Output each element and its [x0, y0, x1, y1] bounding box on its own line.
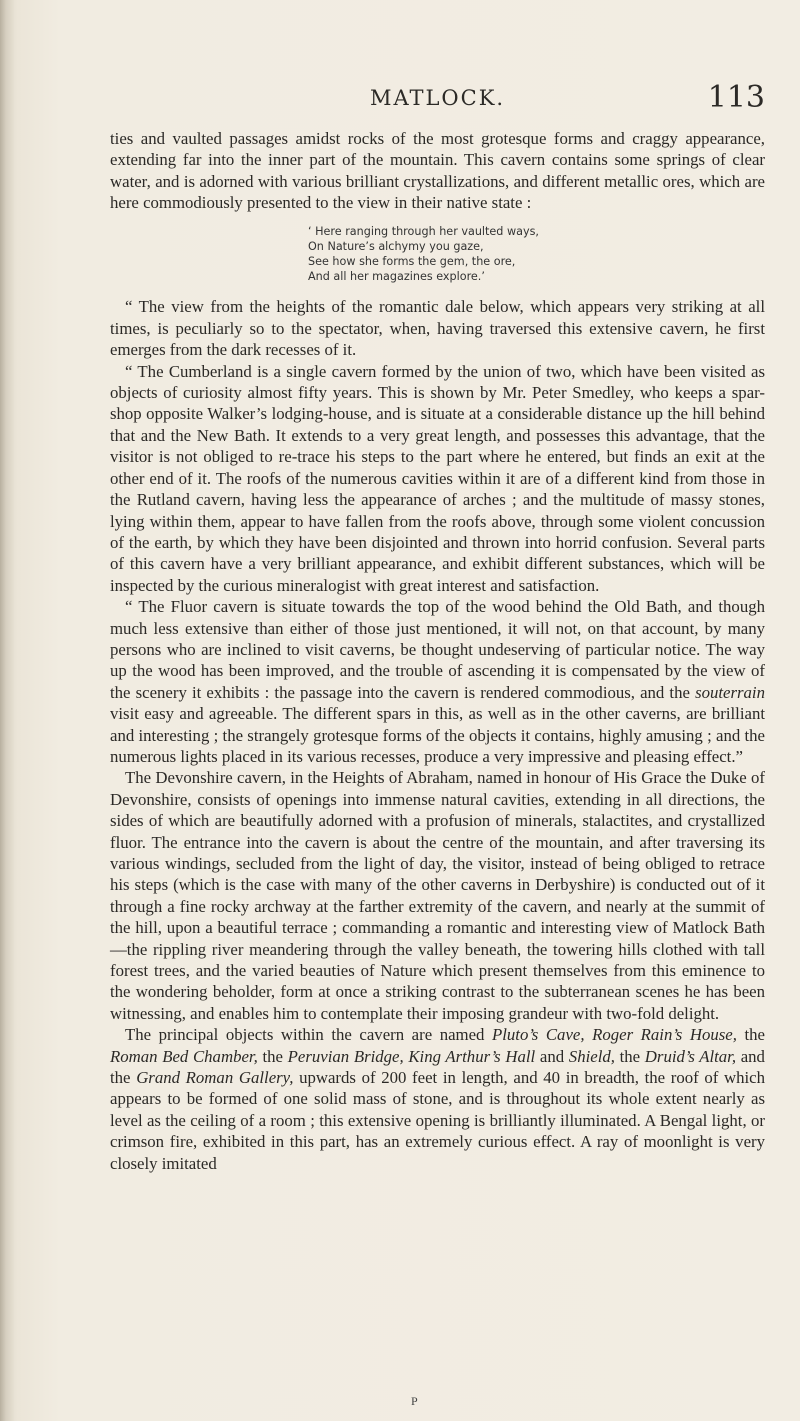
p6-italic: Shield,	[568, 1046, 615, 1066]
p6-italic: Roman Bed Chamber,	[110, 1046, 258, 1066]
p6-text: the	[262, 1046, 283, 1066]
page-gutter-shadow	[0, 0, 14, 1421]
p6-italic: Pluto’s Cave, Roger Rain’s House,	[492, 1025, 737, 1045]
running-head: MATLOCK.	[369, 86, 506, 110]
p4-text-b: visit easy and agreeable. The different spars in this, as well as in the other caverns, are brilliant and interesting ; the strangely grotesque forms of the objects it contains, highly amusing ; and the numerous lights placed in its various recesses, produce a very impressive and pleasing effect.”	[110, 704, 765, 766]
paragraph-3: “ The Cumberland is a single cavern formed by the union of two, which have been visited as objects of curiosity almost fifty years. This is shown by Mr. Peter Smedley, who keeps a spar-shop opposite Walker’s lodging-house, and is situate at a considerable distance up the hill behind that and the New Bath. It extends to a very great length, and possesses this advantage, that the visitor is not obliged to re-trace his steps to the part where he entered, but finds an exit at the other end of it. The roofs of the numerous cavities within it are of a different kind from those in the Rutland cavern, having less the appearance of arches ; and the multitude of massy stones, lying within them, appear to have fallen from the roofs above, through some violent concussion of the earth, by which they have been disjointed and thrown into horrid confusion. Several parts of this cavern have a very brilliant appearance, and exhibit different substances, which will be inspected by the curious mineralogist with great interest and satisfaction.	[110, 361, 765, 595]
paragraph-5: The Devonshire cavern, in the Heights of Abraham, named in honour of His Grace the Duke of Devonshire, consists of openings into immense natural cavities, extending in all directions, the sides of which are beautifully adorned with a profusion of minerals, stalactites, and crystallized fluor. The entrance into the cavern is about the centre of the mountain, and after traversing its various windings, secluded from the light of day, the visitor, instead of being obliged to retrace his steps (which is the case with many of the other caverns in Derbyshire) is conducted out of it through a fine rocky archway at the farther extremity of the cavern, and nearly at the summit of the hill, upon a beautiful terrace ; commanding a romantic and interesting view of Matlock Bath—the rippling river meandering through the valley beneath, the towering hills clothed with tall forest trees, and the varied beauties of Nature which present themselves from this eminence to the wondering beholder, form at once a striking contrast to the subterranean scenes he has been witnessing, and enables him to contemplate their imposing grandeur with two-fold delight.	[110, 768, 765, 1023]
verse-line: ‘ Here ranging through her vaulted ways,	[308, 224, 539, 238]
paragraph-6	[110, 1024, 765, 1174]
p6-italic: Druid’s Altar,	[644, 1046, 737, 1066]
paragraph-4	[110, 596, 765, 767]
p6-text: and	[539, 1046, 565, 1066]
page-body	[110, 128, 765, 1174]
verse-line: On Nature’s alchymy you gaze,	[308, 239, 484, 253]
p6-italic: Grand Roman Gallery,	[136, 1068, 294, 1088]
verse-quotation	[308, 224, 765, 285]
page-number: 113	[707, 80, 765, 115]
p4-text-a: “ The Fluor cavern is situate towards the top of the wood behind the Old Bath, and though much less extensive than either of those just mentioned, it will not, on that account, by many persons who are inclined to visit caverns, be thought undeserving of particular notice. The way up the wood has been improved, and the trouble of ascending it is compensated by the view of the scenery it exhibits : the passage into the cavern is rendered commodious, and the	[110, 597, 765, 702]
page-header	[110, 80, 765, 120]
p4-italic-term: souterrain	[695, 682, 765, 702]
p6-italic: Peruvian Bridge, King Arthur’s Hall	[287, 1046, 536, 1066]
verse-line: See how she forms the gem, the ore,	[308, 255, 516, 269]
p6-text: the	[619, 1046, 641, 1066]
paragraph-1: ties and vaulted passages amidst rocks of the most grotesque forms and craggy appearance, extending far into the inner part of the mountain. This cavern contains some springs of clear water, and is adorned with various brilliant crystallizations, and different metallic ores, which are here commodiously presented to the view in their native state :	[110, 129, 765, 213]
paragraph-2: “ The view from the heights of the romantic dale below, which appears very striking at all times, is peculiarly so to the spectator, when, having traversed this extensive cavern, he first emerges from the dark recesses of it.	[110, 297, 765, 360]
p6-text: upwards of 200 feet in length, and 40 in breadth, the roof of which appears to be formed of one solid mass of stone, and is throughout its whole extent nearly as level as the ceiling of a room ; this extensive opening is brilliantly illuminated. A Bengal light, or crimson fire, exhibited in this part, has an extremely curious effect. A ray of moonlight is very closely imitated	[110, 1068, 766, 1173]
signature-mark: P	[411, 1394, 418, 1408]
p6-text: and the	[110, 1046, 765, 1088]
p6-text: The principal objects within the cavern are named	[125, 1025, 485, 1045]
p6-text: the	[744, 1025, 765, 1045]
verse-line: And all her magazines explore.’	[308, 270, 485, 284]
